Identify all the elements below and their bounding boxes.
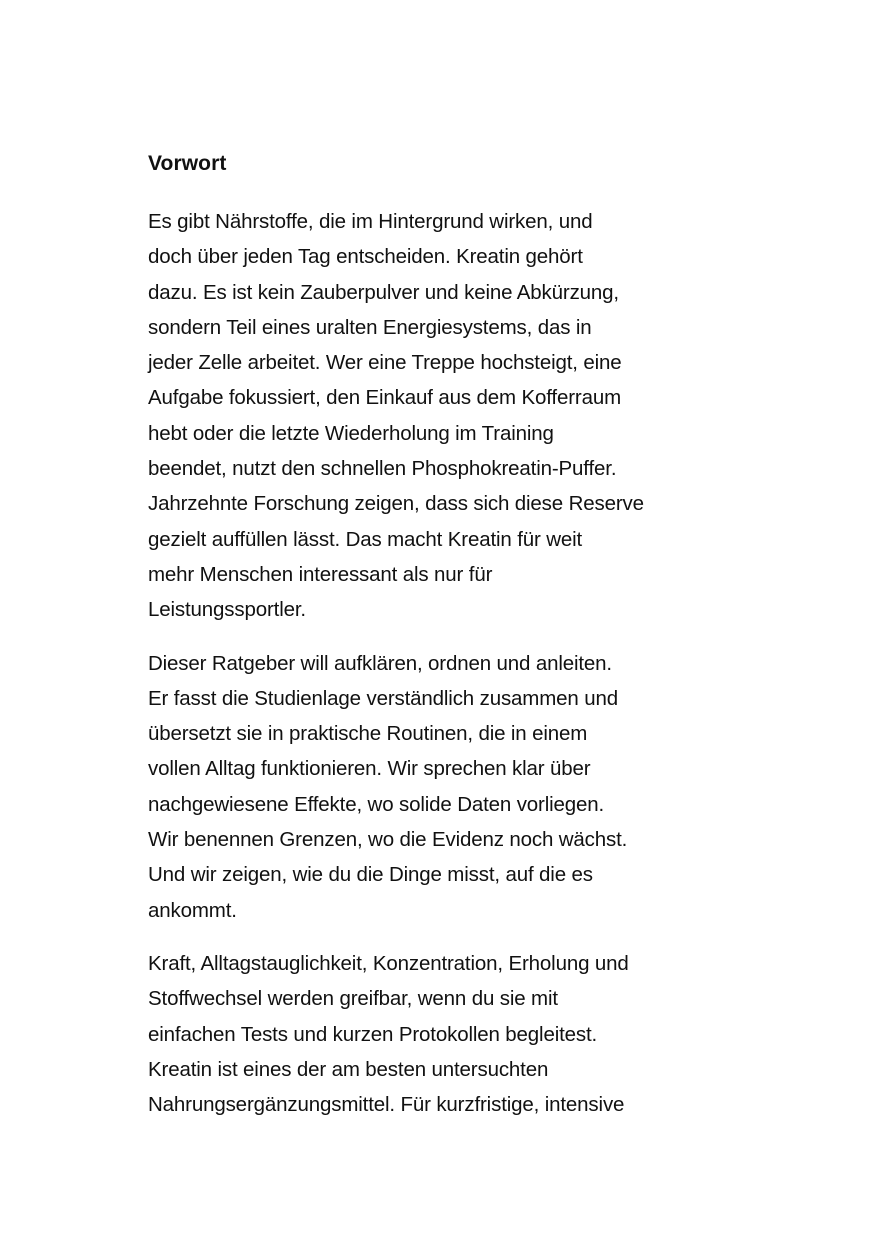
text-line: Dieser Ratgeber will aufklären, ordnen und anleiten. <box>148 651 612 675</box>
text-line: Es gibt Nährstoffe, die im Hintergrund wirken, und <box>148 210 593 233</box>
text-line: sondern Teil eines uralten Energiesystems, das in <box>148 315 592 339</box>
text-line: dazu. Es ist kein Zauberpulver und keine Abkürzung, <box>148 280 619 304</box>
text-line: jeder Zelle arbeitet. Wer eine Treppe hochsteigt, eine <box>148 351 622 375</box>
text-line: Er fasst die Studienlage verständlich zusammen und <box>148 686 618 710</box>
text-line: Kreatin ist eines der am besten untersuchten <box>148 1057 549 1081</box>
text-line: Und wir zeigen, wie du die Dinge misst, auf die es <box>148 863 593 887</box>
text-line: doch über jeden Tag entscheiden. Kreatin gehört <box>148 245 583 269</box>
text-line: Aufgabe fokussiert, den Einkauf aus dem Kofferraum <box>148 386 622 410</box>
text-line: einfachen Tests und kurzen Protokollen begleitest. <box>148 1022 598 1046</box>
text-line: mehr Menschen interessant als nur für <box>148 562 493 586</box>
paragraph-3 <box>148 946 748 1122</box>
text-line: ankommt. <box>148 898 237 922</box>
text-line: Stoffwechsel werden greifbar, wenn du sie mit <box>148 987 558 1011</box>
text-line: Jahrzehnte Forschung zeigen, dass sich diese Reserve <box>148 492 644 516</box>
text-line: Wir benennen Grenzen, wo die Evidenz noch wächst. <box>148 828 628 852</box>
text-line: Leistungssportler. <box>148 598 306 622</box>
text-line: Nahrungsergänzungsmittel. Für kurzfristige, intensive <box>148 1093 625 1117</box>
paragraph-2 <box>148 646 748 928</box>
text-line: vollen Alltag funktionieren. Wir sprechen klar über <box>148 757 591 781</box>
text-line: Kraft, Alltagstauglichkeit, Konzentration, Erholung und <box>148 951 629 975</box>
text-line: hebt oder die letzte Wiederholung im Training <box>148 421 554 445</box>
section-heading: Vorwort <box>148 152 227 175</box>
paragraph-1 <box>148 204 748 628</box>
text-line: nachgewiesene Effekte, wo solide Daten vorliegen. <box>148 792 605 816</box>
text-line: gezielt auffüllen lässt. Das macht Kreatin für weit <box>148 527 583 551</box>
text-line: beendet, nutzt den schnellen Phosphokreatin-Puffer. <box>148 457 617 481</box>
document-page <box>148 150 748 1140</box>
text-line: übersetzt sie in praktische Routinen, die in einem <box>148 722 588 746</box>
